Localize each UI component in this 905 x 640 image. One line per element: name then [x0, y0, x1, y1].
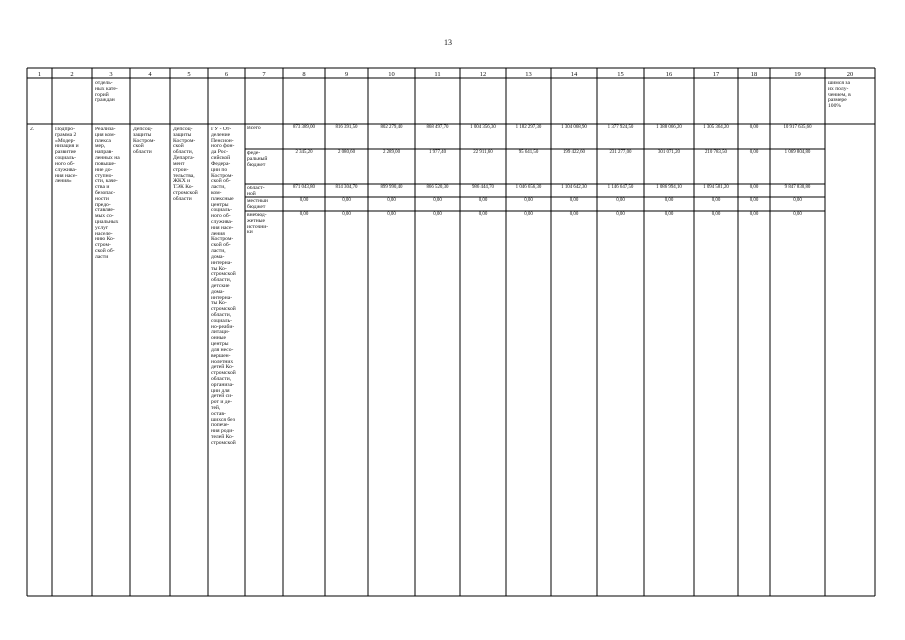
funding-value: 1 304 068,90: [561, 125, 587, 130]
funding-value: 0,00: [749, 212, 759, 217]
column-number: 15: [617, 71, 624, 78]
funding-value: 0,00: [793, 212, 802, 217]
funding-value: 0,00: [569, 212, 579, 217]
column-number: 6: [224, 71, 229, 78]
funding-value: 210 783,50: [704, 150, 727, 155]
funding-value: 1 377 924,50: [607, 125, 634, 130]
column-number: 3: [109, 71, 113, 78]
funding-value: 1 094 581,20: [703, 185, 729, 190]
column-number: 1: [37, 71, 42, 78]
funding-value: 0,00: [749, 185, 759, 190]
funding-value: 814 304,70: [335, 185, 358, 190]
funding-value: 10 917 635,60: [783, 125, 812, 130]
column-number: 13: [525, 71, 532, 78]
funding-value: 868 497,70: [426, 125, 449, 130]
funding-source: област- ной: [247, 186, 265, 196]
funding-value: 873 389,00: [292, 125, 315, 130]
column-number: 2: [70, 71, 74, 78]
column-number: 18: [750, 71, 758, 78]
funding-source: феде- ральный бюджет: [247, 151, 268, 168]
column-number: 10: [388, 71, 395, 78]
funding-value: 0,00: [664, 212, 674, 217]
funding-value: 0,00: [387, 198, 396, 203]
continued-text-col3: отдель- ных кате- горий граждан: [95, 81, 118, 104]
funding-value: 0,00: [478, 212, 488, 217]
funding-value: 0,00: [664, 198, 674, 203]
column-number: 16: [665, 71, 673, 78]
funding-value: 0,00: [387, 212, 396, 217]
funding-source: внебюд- жетные источни- ки: [247, 213, 269, 236]
column-number: 17: [712, 71, 720, 78]
column-number: 9: [344, 71, 349, 78]
funding-value: 1 069 804,80: [784, 150, 811, 155]
column-number: 11: [434, 71, 441, 78]
funding-value: 231 277,00: [609, 150, 632, 155]
funding-value: 0,00: [616, 198, 625, 203]
funding-value: 802 279,40: [380, 125, 403, 130]
funding-value: 986 444,70: [471, 185, 494, 190]
column-number: 8: [302, 71, 306, 78]
funding-value: 9 847 830,80: [784, 185, 811, 190]
funding-value: 1 104 642,30: [561, 185, 587, 190]
funding-value: 0,00: [711, 198, 721, 203]
funding-value: 0,00: [342, 212, 351, 217]
funding-value: 199 422,60: [562, 150, 585, 155]
page-number: 13: [444, 38, 452, 47]
funding-value: 871 043,80: [292, 185, 315, 190]
column-number: 14: [570, 71, 578, 78]
funding-value: 1 086 994,10: [656, 185, 682, 190]
funding-value: 0,00: [749, 125, 759, 130]
funding-value: 2 345,20: [295, 150, 313, 155]
funding-source: Всего: [247, 126, 261, 131]
funding-value: 0,00: [569, 198, 579, 203]
column-number: 20: [846, 71, 854, 78]
funding-source: местный бюджет: [247, 199, 268, 210]
funding-value: 0,00: [478, 198, 488, 203]
funding-value: 0,00: [524, 212, 533, 217]
funding-value: 1 305 364,20: [703, 125, 729, 130]
row-number: 2.: [30, 127, 35, 132]
funding-value: 2 080,60: [337, 150, 356, 155]
funding-value: 0,00: [749, 198, 759, 203]
column-number: 19: [794, 71, 801, 78]
funding-value: 1 977,40: [428, 150, 447, 155]
funding-value: 899 990,40: [380, 185, 403, 190]
continued-text-col20: шимся за их полу- чением, в размере 100%: [828, 81, 851, 110]
executors: Депсоц- защиты Костром- ской области, Департа- мент строи- тельства, ЖКХ и ТЭК Ко- стромской области: [173, 127, 198, 202]
funding-value: 0,00: [299, 198, 309, 203]
funding-value: 1 004 356,30: [470, 125, 496, 130]
funding-value: 1 046 656,30: [515, 185, 542, 190]
subprogram-goal: Реализа- ция ком- плекса мер, направ- ленных на повыше- ние до- ступно- сти, каче- ства и безопас- ности предо- ставляе- мых со- циальных услуг населе- нию Ко- стром- ской об- ласти: [95, 127, 120, 260]
funding-value: 866 520,30: [426, 185, 449, 190]
column-number: 7: [262, 71, 266, 78]
funding-value: 0,00: [524, 198, 533, 203]
column-number: 12: [479, 71, 487, 78]
funding-value: 22 911,60: [473, 150, 493, 155]
funding-value: 816 391,50: [335, 125, 358, 130]
funding-value: 95 641,50: [518, 150, 539, 155]
subprogram-name: Подпро- грамма 2 «Модер- низация и развитие социаль- ного об- служива- ния насе- ления»: [55, 127, 79, 185]
funding-value: 0,00: [433, 212, 442, 217]
participants: ГУ - От- деление Пенсион- ного фон- да Рос- сийской Федера- ции по Костром- ской об- ласти, ком- плексные центры социаль- ного об- служива- ния насе- ления Костром- ской об- ласти, дома- интерна- ты Ко- стромской области, детские дома- интерна- ты Ко- стромской области, социаль- но-реаби- литаци- онные центры для несо- вершен- нолетних детей Ко- стромской области, организа- ции для детей си- рот и де- тей, остав- шихся без попече- ния роди- телей Ко- стромской: [211, 127, 236, 446]
funding-value: 0,00: [616, 212, 625, 217]
column-number: 4: [148, 71, 152, 78]
funding-value: 0,00: [433, 198, 442, 203]
funding-value: 1 146 647,50: [607, 185, 634, 190]
funding-value: 0,00: [299, 212, 309, 217]
funding-value: 301 071,20: [657, 150, 680, 155]
funding-value: 1 388 066,20: [656, 125, 682, 130]
coordinator: Депсоц- защиты Костром- ской области: [133, 127, 156, 156]
funding-value: 0,00: [711, 212, 721, 217]
column-number: 5: [187, 71, 191, 78]
funding-value: 1 182 297,30: [515, 125, 542, 130]
funding-value: 0,00: [749, 150, 759, 155]
funding-value: 0,00: [342, 198, 351, 203]
funding-value: 2 289,00: [382, 150, 401, 155]
funding-value: 0,00: [793, 198, 802, 203]
